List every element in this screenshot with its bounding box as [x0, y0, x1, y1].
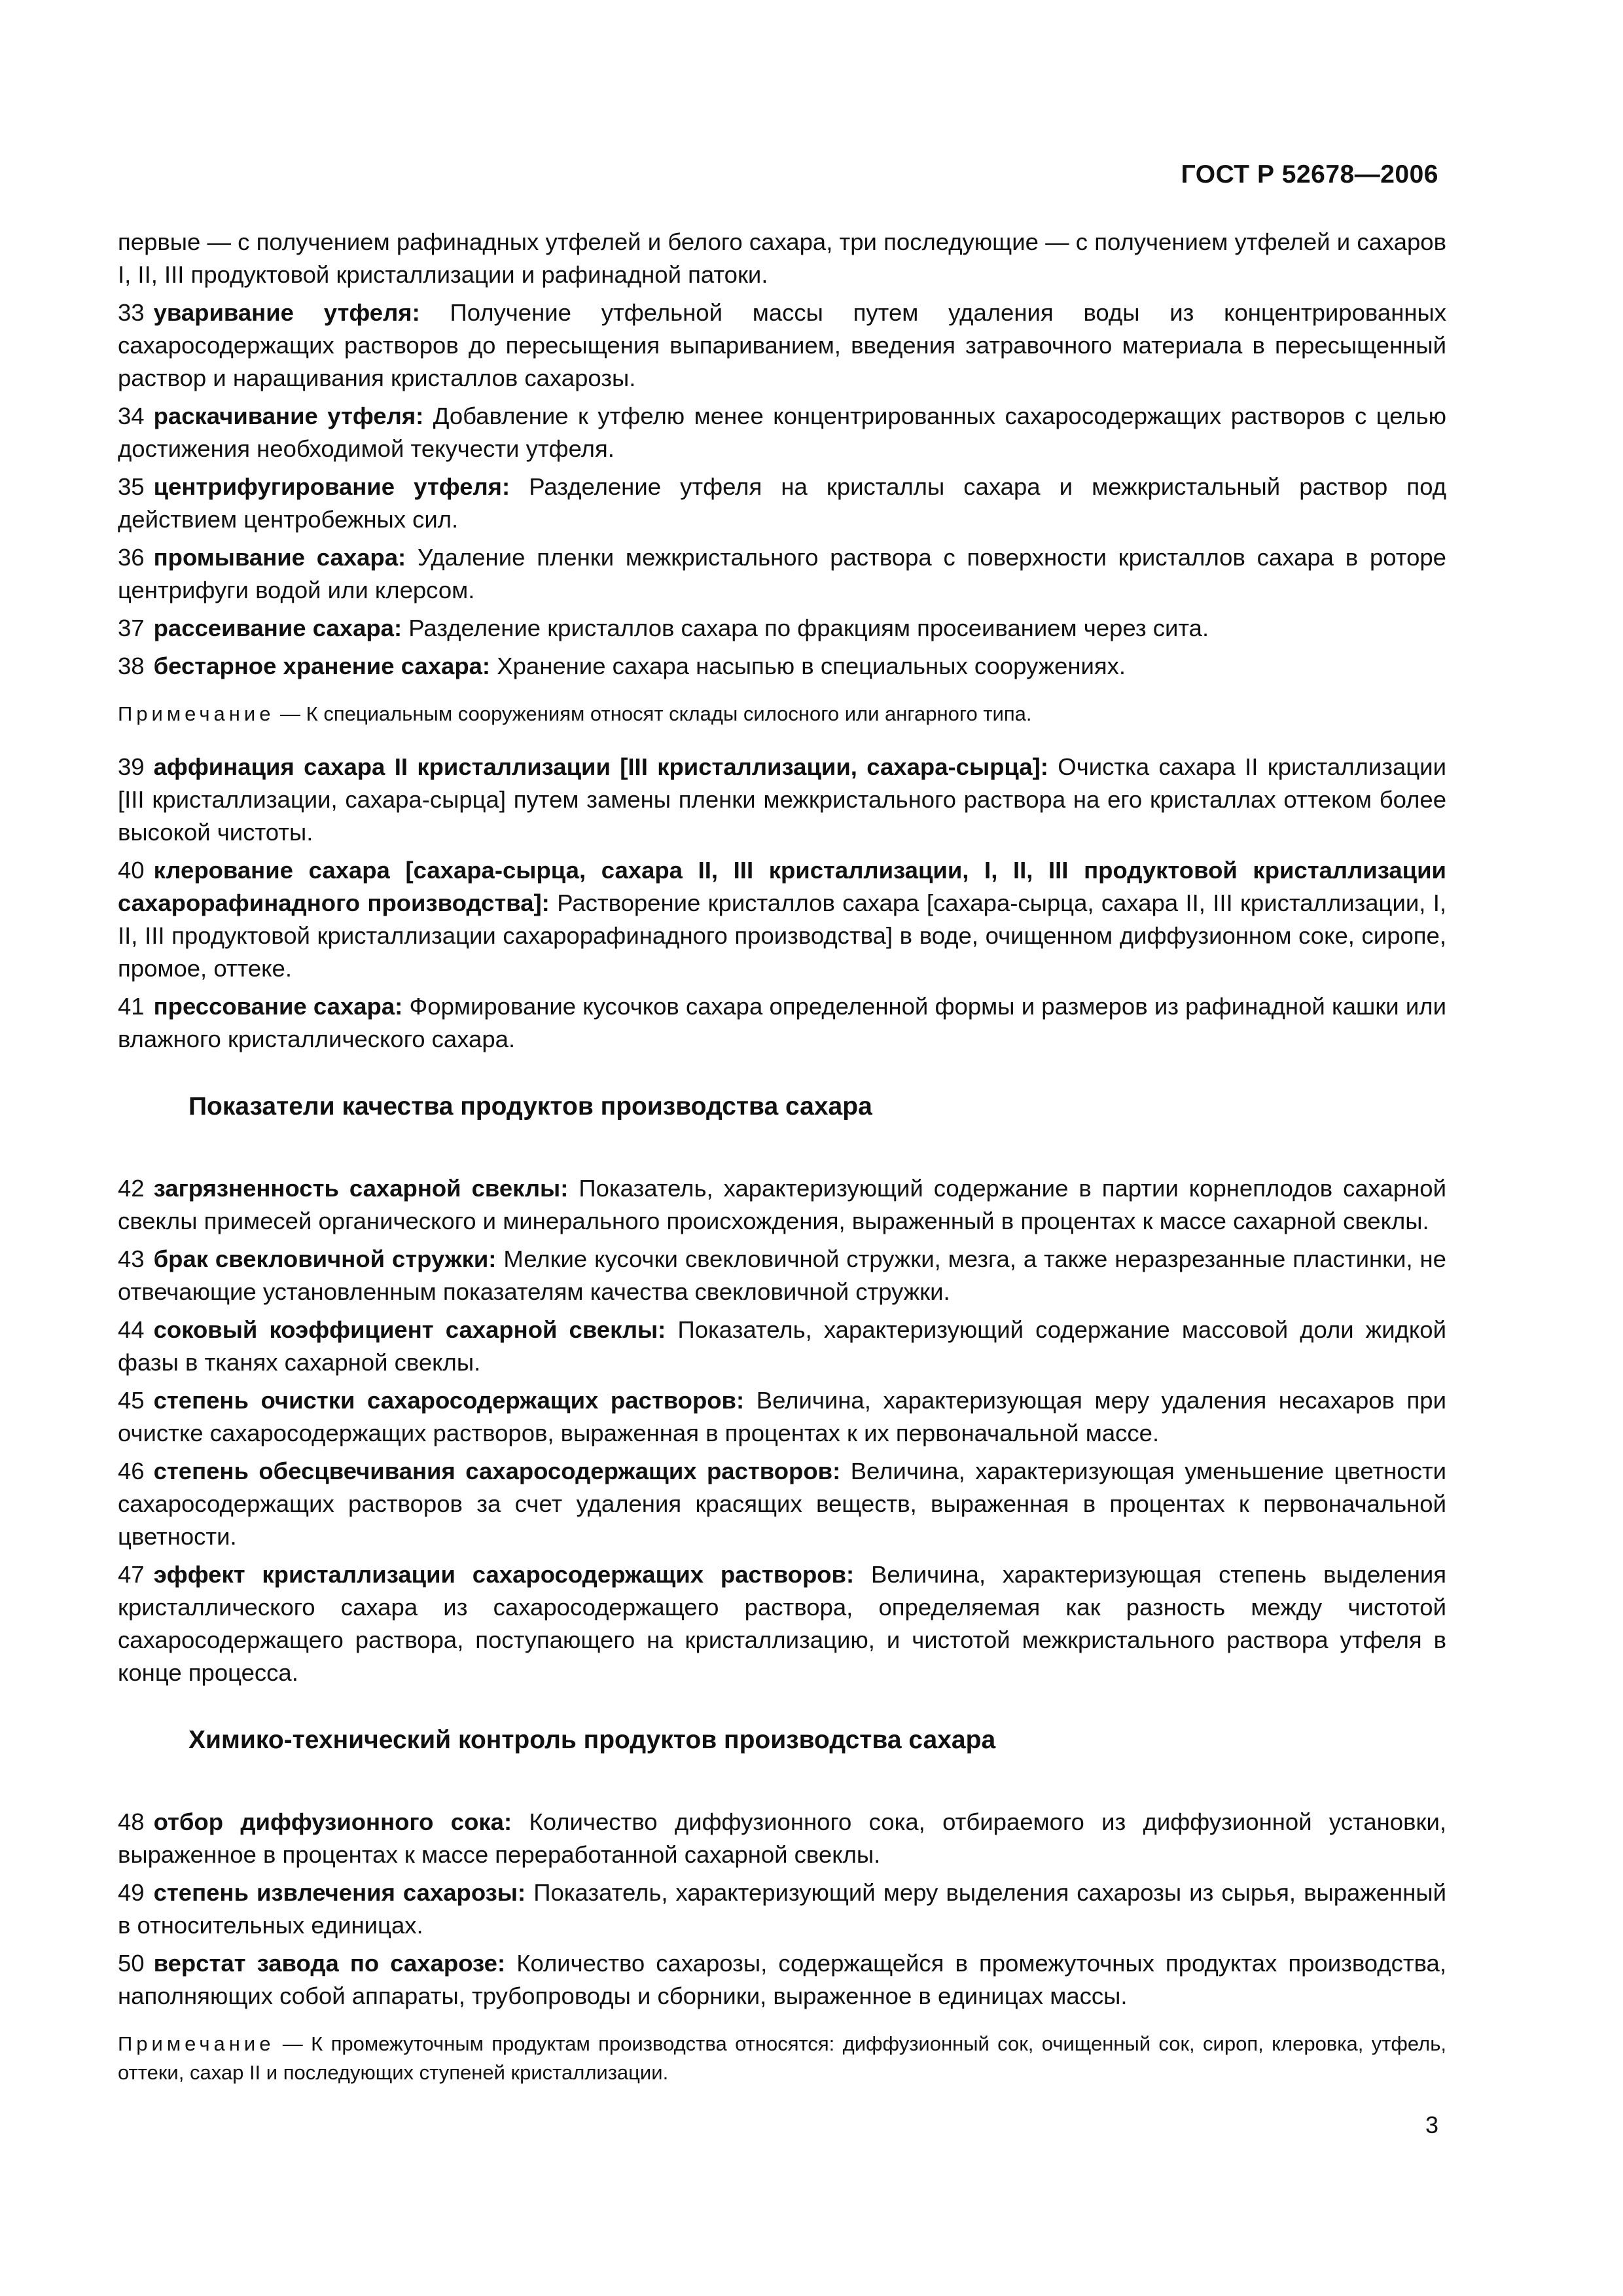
term-entry — [118, 990, 1446, 1056]
term-entry — [118, 1806, 1446, 1871]
term-name: бестарное хранение сахара: — [153, 653, 491, 679]
term-name: прессование сахара: — [153, 993, 403, 1020]
term-entry — [118, 1876, 1446, 1942]
term-definition: Показатель, характеризующий содержание в партии корнеплодов сахарной свеклы примесей органического и минерального происхождения, выраженный в процентах к массе сахарной свеклы. — [118, 1175, 1446, 1234]
page-content — [118, 226, 1446, 2109]
note-label: Примечание — [118, 702, 275, 725]
term-entry — [118, 1384, 1446, 1450]
term-name: соковый коэффициент сахарной свеклы: — [153, 1316, 666, 1343]
term-number: 40 — [118, 857, 145, 884]
term-entry — [118, 1243, 1446, 1308]
term-definition: Количество диффузионного сока, отбираемого из диффузионной установки, выраженное в процентах к массе переработанной сахарной свеклы. — [118, 1808, 1446, 1868]
term-name: загрязненность сахарной свеклы: — [153, 1175, 569, 1202]
term-definition: Величина, характеризующая меру удаления несахаров при очистке сахаросодержащих растворов, выраженная в процентах к их первоначальной массе. — [118, 1387, 1446, 1446]
term-definition: Показатель, характеризующий содержание массовой доли жидкой фазы в тканях сахарной свеклы. — [118, 1316, 1446, 1376]
term-name: рассеивание сахара: — [153, 615, 402, 641]
term-name: клерование сахара [сахара-сырца, сахара II, III кристаллизации, I, II, III продуктовой кристаллизации сахарорафинадного производства]: — [118, 857, 1446, 916]
term-name: степень извлечения сахарозы: — [153, 1879, 526, 1906]
term-entry — [118, 400, 1446, 465]
term-number: 44 — [118, 1316, 145, 1343]
term-name: эффект кристаллизации сахаросодержащих растворов: — [153, 1561, 855, 1588]
term-definition: Величина, характеризующая степень выделения кристаллического сахара из сахаросодержащего раствора, определяемая как разность между чистотой сахаросодержащего раствора, поступающего на кристаллизацию, и чистотой межкристального раствора утфеля в конце процесса. — [118, 1561, 1447, 1686]
term-number: 38 — [118, 653, 145, 679]
term-definition: Мелкие кусочки свекловичной стружки, мезга, а также неразрезанные пластинки, не отвечающие установленным показателям качества свекловичной стружки. — [118, 1246, 1446, 1305]
section-title-control: Химико-технический контроль продуктов производства сахара — [188, 1726, 996, 1754]
term-definition: Получение утфельной массы путем удаления воды из концентрированных сахаросодержащих растворов до пересыщения выпариванием, введения затравочного материала в пересыщенный раствор и наращивания кристаллов сахарозы. — [118, 299, 1446, 391]
term-entry — [118, 612, 1446, 645]
term-entry — [118, 1947, 1446, 2013]
term-name: уваривание утфеля: — [153, 299, 420, 326]
term-name: аффинация сахара II кристаллизации [III кристаллизации, сахара-сырца]: — [153, 753, 1048, 780]
term-number: 33 — [118, 299, 145, 326]
term-entry — [118, 751, 1446, 849]
term-definition: Показатель, характеризующий меру выделения сахарозы из сырья, выраженный в относительных единицах. — [118, 1879, 1446, 1939]
term-entry — [118, 854, 1446, 985]
term-number: 49 — [118, 1879, 145, 1906]
term-name: степень обесцвечивания сахаросодержащих растворов: — [153, 1458, 841, 1484]
term-definition: Разделение утфеля на кристаллы сахара и межкристальный раствор под действием центробежных сил. — [118, 473, 1446, 533]
term-number: 34 — [118, 403, 145, 429]
term-name: центрифугирование утфеля: — [153, 473, 510, 500]
term-definition: Количество сахарозы, содержащейся в промежуточных продуктах производства, наполняющих собой аппараты, трубопроводы и сборники, выраженное в единицах массы. — [118, 1950, 1446, 2009]
term-name: брак свекловичной стружки: — [153, 1246, 497, 1272]
term-number: 45 — [118, 1387, 145, 1414]
term-number: 35 — [118, 473, 145, 500]
section-title-quality: Показатели качества продуктов производства сахара — [188, 1092, 872, 1121]
term-entry — [118, 1314, 1446, 1379]
note-intermediate-products — [118, 2030, 1446, 2087]
note-label: Примечание — [118, 2032, 275, 2055]
term-number: 47 — [118, 1561, 145, 1588]
term-definition: Хранение сахара насыпью в специальных сооружениях. — [497, 653, 1126, 679]
term-number: 37 — [118, 615, 145, 641]
term-definition: Разделение кристаллов сахара по фракциям просеиванием через сита. — [408, 615, 1209, 641]
term-entry — [118, 1455, 1446, 1553]
term-entry — [118, 1558, 1446, 1689]
term-number: 46 — [118, 1458, 145, 1484]
term-definition: Добавление к утфелю менее концентрированных сахаросодержащих растворов с целью достижения необходимой текучести утфеля. — [118, 403, 1446, 462]
term-name: степень очистки сахаросодержащих растворов: — [153, 1387, 745, 1414]
term-definition: Удаление пленки межкристального раствора с поверхности кристаллов сахара в роторе центрифуги водой или клерсом. — [118, 544, 1446, 603]
note-text: — К специальным сооружениям относят склады силосного или ангарного типа. — [274, 702, 1032, 725]
note-storage — [118, 700, 1446, 728]
term-name: раскачивание утфеля: — [153, 403, 424, 429]
term-name: верстат завода по сахарозе: — [153, 1950, 506, 1977]
term-definition: Формирование кусочков сахара определенной формы и размеров из рафинадной кашки или влажного кристаллического сахара. — [118, 993, 1446, 1052]
intro-paragraph: первые — с получением рафинадных утфелей и белого сахара, три последующие — с получением утфелей и сахаров I, II, III продуктовой кристаллизации и рафинадной патоки. — [118, 228, 1446, 288]
term-definition: Очистка сахара II кристаллизации [III кристаллизации, сахара-сырца] путем замены пленки межкристального раствора на его кристаллах оттеком более высокой чистоты. — [118, 753, 1446, 846]
term-entry — [118, 541, 1446, 607]
term-number: 48 — [118, 1808, 145, 1835]
term-number: 50 — [118, 1950, 145, 1977]
term-entry — [118, 650, 1446, 683]
term-entry — [118, 1172, 1446, 1238]
term-number: 41 — [118, 993, 145, 1020]
term-definition: Растворение кристаллов сахара [сахара-сырца, сахара II, III кристаллизации, I, II, III продуктовой кристаллизации сахарорафинадного производства] в воде, очищенном диффузионном соке, сиропе, промое, оттеке. — [118, 889, 1446, 982]
term-entry — [118, 296, 1446, 395]
term-definition: Величина, характеризующая уменьшение цветности сахаросодержащих растворов за счет удаления красящих веществ, выраженная в процентах к первоначальной цветности. — [118, 1458, 1446, 1550]
document-id-header: ГОСТ Р 52678—2006 — [1181, 160, 1438, 188]
note-text: — К промежуточным продуктам производства относятся: диффузионный сок, очищенный сок, сироп, клеровка, утфель, оттеки, сахар II и последующих ступеней кристаллизации. — [118, 2032, 1446, 2084]
term-number: 42 — [118, 1175, 145, 1202]
term-name: промывание сахара: — [153, 544, 406, 571]
term-number: 36 — [118, 544, 145, 571]
page-number: 3 — [1425, 2111, 1438, 2138]
term-entry — [118, 471, 1446, 536]
term-name: отбор диффузионного сока: — [153, 1808, 512, 1835]
term-number: 43 — [118, 1246, 145, 1272]
term-number: 39 — [118, 753, 145, 780]
